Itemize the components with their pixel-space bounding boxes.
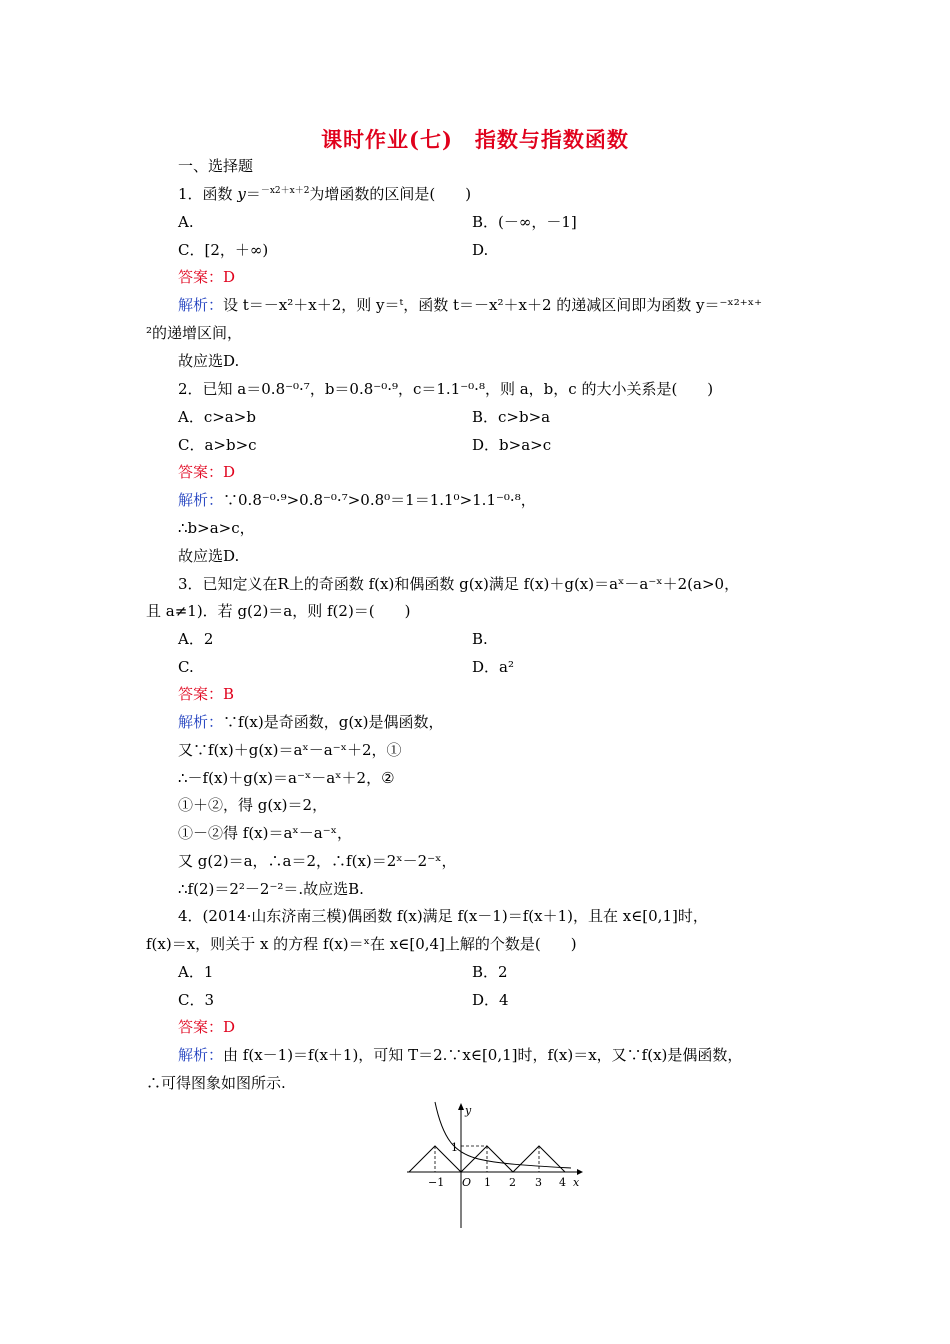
tick-1: 1 xyxy=(484,1176,491,1189)
tick-4: 4 xyxy=(559,1176,566,1189)
q1-analysis-1: 解析：设 t＝－x²＋x＋2，则 y＝ᵗ，函数 t＝－x²＋x＋2 的递减区间即为函数 y＝⁻ˣ²⁺ˣ⁺ xyxy=(178,296,762,314)
q1-option-a: A. xyxy=(178,213,194,231)
q3-stem-1: 3．已知定义在R上的奇函数 f(x)和偶函数 g(x)满足 f(x)＋g(x)＝aˣ－a⁻ˣ＋2(a>0， xyxy=(178,575,740,593)
q2-option-b: B．c>b>a xyxy=(472,408,551,426)
q3-stem-2: 且 a≠1)．若 g(2)＝a，则 f(2)＝( ) xyxy=(146,602,411,620)
q2-answer: 答案：D xyxy=(178,463,236,481)
q4-option-c: C．3 xyxy=(178,991,215,1009)
q1-option-b: B．(－∞，－1] xyxy=(472,213,577,231)
q4-option-b: B．2 xyxy=(472,963,508,981)
q2-option-a: A．c>a>b xyxy=(178,408,256,426)
tick-3: 3 xyxy=(535,1176,542,1189)
q3-analysis-4: ①＋②，得 g(x)＝2， xyxy=(178,796,328,814)
q4-option-d: D．4 xyxy=(472,991,509,1009)
y-axis-label: y xyxy=(465,1104,472,1117)
q4-answer: 答案：D xyxy=(178,1018,236,1036)
q3-analysis-3: ∴－f(x)＋g(x)＝a⁻ˣ－aˣ＋2，② xyxy=(178,769,395,787)
q2-option-d: D．b>a>c xyxy=(472,436,552,454)
q1-analysis-2: ²的递增区间， xyxy=(146,324,243,342)
function-graph-figure xyxy=(405,1100,585,1230)
q3-analysis-7: ∴f(2)＝2²－2⁻²＝.故应选B. xyxy=(178,880,364,898)
page-title: 课时作业(七) 指数与指数函数 xyxy=(321,127,629,152)
x-axis-label: x xyxy=(573,1176,580,1189)
q3-option-d: D．a² xyxy=(472,658,514,676)
q3-analysis-6: 又 g(2)＝a，∴a＝2，∴f(x)＝2ˣ－2⁻ˣ， xyxy=(178,852,457,870)
q1-stem: 1．函数 y＝$^{-x2+x+2}$为增函数的区间是( ) xyxy=(178,185,472,203)
q1-option-d: D. xyxy=(472,241,489,259)
q3-answer: 答案：B xyxy=(178,685,235,703)
q3-analysis-1: 解析：∵f(x)是奇函数，g(x)是偶函数， xyxy=(178,713,444,731)
q3-option-c: C. xyxy=(178,658,194,676)
q2-analysis-2: ∴b>a>c， xyxy=(178,519,255,537)
y-one-label: 1 xyxy=(451,1141,458,1154)
q4-analysis-2: ∴可得图象如图所示. xyxy=(146,1074,286,1092)
tick-minus-1: −1 xyxy=(428,1176,445,1189)
q2-analysis-3: 故应选D. xyxy=(178,547,240,565)
q1-answer: 答案：D xyxy=(178,268,236,286)
q4-analysis-1: 解析：由 f(x－1)＝f(x＋1)，可知 T＝2.∵x∈[0,1]时，f(x)＝x，又∵f(x)是偶函数， xyxy=(178,1046,743,1064)
q4-option-a: A．1 xyxy=(178,963,214,981)
q1-analysis-3: 故应选D. xyxy=(178,352,240,370)
q3-analysis-2: 又∵f(x)＋g(x)＝aˣ－a⁻ˣ＋2，① xyxy=(178,741,402,759)
q2-option-c: C．a>b>c xyxy=(178,436,257,454)
q1-option-c: C．[2，＋∞) xyxy=(178,241,269,259)
y-axis-arrow xyxy=(458,1103,464,1110)
section-heading: 一、选择题 xyxy=(178,157,254,175)
tick-2: 2 xyxy=(509,1176,516,1189)
origin-label: O xyxy=(462,1176,472,1189)
q4-stem-1: 4．(2014·山东济南三模)偶函数 f(x)满足 f(x－1)＝f(x＋1)，且在 x∈[0,1]时， xyxy=(178,907,708,925)
q3-option-a: A．2 xyxy=(178,630,214,648)
q3-analysis-5: ①－②得 f(x)＝aˣ－a⁻ˣ， xyxy=(178,824,353,842)
q2-analysis-1: 解析：∵0.8⁻⁰·⁹>0.8⁻⁰·⁷>0.8⁰＝1＝1.1⁰>1.1⁻⁰·⁸， xyxy=(178,491,536,509)
q4-stem-2: f(x)＝x，则关于 x 的方程 f(x)＝ˣ在 x∈[0,4]上解的个数是( ) xyxy=(146,935,577,953)
x-axis-arrow xyxy=(577,1169,583,1175)
q3-option-b: B. xyxy=(472,630,488,648)
q2-stem: 2．已知 a＝0.8⁻⁰·⁷，b＝0.8⁻⁰·⁹，c＝1.1⁻⁰·⁸，则 a，b，c 的大小关系是( ) xyxy=(178,380,714,398)
